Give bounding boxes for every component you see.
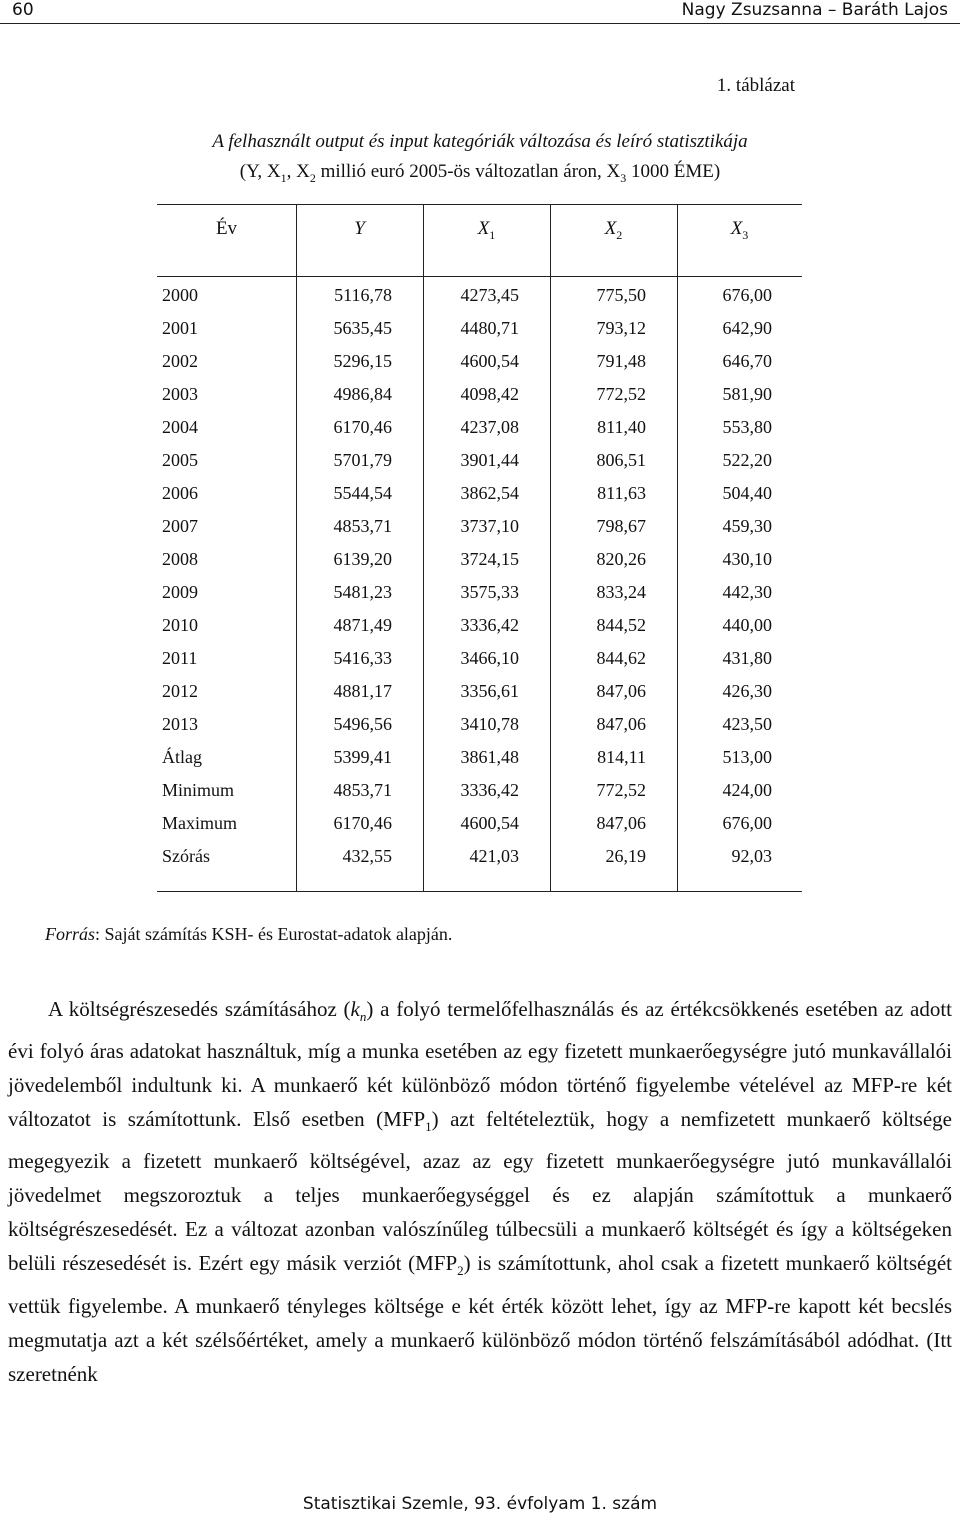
table-cell: 3336,42 [460,780,519,800]
table-source: Forrás: Saját számítás KSH- és Eurostat-adatok alapján. [45,924,453,944]
table-cell: 844,52 [596,615,646,635]
table-cell: 814,11 [597,747,646,767]
table-row [157,615,802,648]
table-cell: 2000 [162,285,198,305]
table-cell: 5635,45 [333,318,392,338]
table-cell: 440,00 [722,615,772,635]
table-cell: 3575,33 [460,582,519,602]
table-cell: 847,06 [596,681,646,701]
table-cell: 6170,46 [333,417,392,437]
table-cell: 6139,20 [333,549,392,569]
table-cell: 432,55 [342,846,392,866]
table-cell: Maximum [162,813,237,833]
table-cell: 3410,78 [460,714,519,734]
table-cell: 3356,61 [460,681,519,701]
table-cell: 92,03 [731,846,772,866]
table-cell: Minimum [162,780,235,800]
running-footer: Statisztikai Szemle, 93. évfolyam 1. szám [302,1494,658,1514]
col-header-x1: $X_1$ [477,218,496,242]
table-cell: 676,00 [722,285,772,305]
table-row [157,846,802,879]
table-cell: 4600,54 [460,813,519,833]
table-cell: 806,51 [596,450,646,470]
table-label: 1. táblázat [716,75,795,96]
table-cell: 459,30 [722,516,772,536]
table-cell: 581,90 [722,384,772,404]
table-cell: 2013 [162,714,198,734]
table-bottom-rule [157,891,802,892]
table-row [157,813,802,846]
table-cell: 426,30 [722,681,772,701]
table-cell: 424,00 [722,780,772,800]
table-cell: 4986,84 [333,384,392,404]
table-cell: 2008 [162,549,198,569]
table-cell: 5296,15 [333,351,392,371]
table-cell: 5416,33 [333,648,392,668]
table-row [157,582,802,615]
table-cell: 772,52 [596,384,646,404]
table-header-rule [157,276,802,277]
table-cell: 513,00 [722,747,772,767]
table-cell: 5496,56 [333,714,392,734]
table-row [157,483,802,516]
table-cell: 646,70 [722,351,772,371]
table-row [157,318,802,351]
table-cell: 26,19 [605,846,646,866]
table-cell: 798,67 [596,516,646,536]
table-cell: 442,30 [722,582,772,602]
table-cell: 3466,10 [460,648,519,668]
table-cell: 2003 [162,384,198,404]
table-cell: 4853,71 [333,780,392,800]
table-cell: 793,12 [596,318,646,338]
table-cell: 847,06 [596,813,646,833]
table-cell: 504,40 [722,483,772,503]
table-cell: 772,52 [596,780,646,800]
table-cell: 2004 [162,417,198,437]
table-row [157,714,802,747]
table-cell: 4273,45 [460,285,519,305]
table-cell: 3737,10 [460,516,519,536]
table-cell: 4480,71 [460,318,519,338]
table-cell: 421,03 [469,846,519,866]
table-cell: 844,62 [596,648,646,668]
table-row [157,285,802,318]
table-cell: 791,48 [596,351,646,371]
table-row [157,549,802,582]
table-row [157,516,802,549]
table-subtitle: (Y, $X_1$, $X_2$ millió euró 2005-ös változatlan áron, $X_3$ 1000 ÉME) [239,161,721,185]
table-top-rule [157,204,802,205]
table-row [157,417,802,450]
header-rule [0,23,960,24]
table-cell: 2010 [162,615,198,635]
table-cell: 5481,23 [333,582,392,602]
table-cell: Átlag [162,747,202,767]
table-cell: 2006 [162,483,198,503]
table-row [157,648,802,681]
table-cell: 5399,41 [333,747,392,767]
table-cell: 3861,48 [460,747,519,767]
page-number: 60 [12,0,34,20]
table-cell: 5701,79 [333,450,392,470]
col-header-x3: $X_3$ [730,218,749,242]
table-cell: 2011 [162,648,198,668]
table-cell: 775,50 [596,285,646,305]
table-cell: 2012 [162,681,198,701]
table-cell: 423,50 [722,714,772,734]
table-row [157,747,802,780]
running-header [0,0,960,24]
table-cell: 820,26 [596,549,646,569]
table-cell: 811,40 [597,417,646,437]
header-authors: Nagy Zsuzsanna – Baráth Lajos [681,0,948,20]
table-row [157,780,802,813]
paragraph: A költségrészesedés számításához $(k_n)$ a folyó termelőfelhasználás és az értékcsökkenés esetében az adott évi folyó áras adatokat használtuk, míg a munka esetében az egy fizetett munkaerőegységre jutó munkavállalói jövedelemből indultunk ki. A munkaerő két különböző módon történő figyelembe vételével az MFP-re két változatot is számítottunk. Első esetben $(MFP_1)$ azt feltételeztük, hogy a nemfizetett munkaerő költsége megegyezik a fizetett munkaerő költségével, azaz az egy fizetett munkaerőegységre jutó munkavállalói jövedelmet megszoroztuk a teljes munkaerőegységgel és ez alapján számítottuk a munkaerő költségrészesedését. Ez a változat azonban valószínűleg túlbecsüli a munkaerő költségét és így a költségeken belüli részesedését is. Ezért egy másik verziót $(MFP_2)$ is számítottunk, ahol csak a fizetett munkaerő költségét vettük figyelembe. A munkaerő tényleges költsége e két érték között lehet, így az MFP-re kapott két becslés megmutatja azt a két szélsőértéket, amely a munkaerő különböző módon történő felszámításából adódhat. (Itt szeretnénk [8,997,952,1386]
table-cell: 2001 [162,318,198,338]
table-cell: 2007 [162,516,198,536]
table-cell: 847,06 [596,714,646,734]
table-cell: 4600,54 [460,351,519,371]
body-text [8,992,952,1391]
table-cell: 553,80 [722,417,772,437]
table-cell: 5116,78 [334,285,392,305]
table-cell: 811,63 [597,483,646,503]
col-header-y: Y [354,218,365,239]
table-cell: 3901,44 [460,450,519,470]
table-cell: 6170,46 [333,813,392,833]
table-cell: 522,20 [722,450,772,470]
table-cell: 642,90 [722,318,772,338]
table-cell: 676,00 [722,813,772,833]
table-cell: 3724,15 [460,549,519,569]
table-cell: 2005 [162,450,198,470]
table-row [157,681,802,714]
table-cell: Szórás [162,846,210,866]
col-header-x2: $X_2$ [604,218,623,242]
table-cell: 2002 [162,351,198,371]
table-row [157,351,802,384]
table-cell: 431,80 [722,648,772,668]
table-cell: 4853,71 [333,516,392,536]
col-header-year: Év [215,218,238,239]
table-cell: 4098,42 [460,384,519,404]
table-cell: 5544,54 [333,483,392,503]
table-cell: 833,24 [596,582,646,602]
table-row [157,450,802,483]
table-cell: 3862,54 [460,483,519,503]
table-cell: 2009 [162,582,198,602]
table-cell: 4237,08 [460,417,519,437]
table-cell: 430,10 [722,549,772,569]
table-row [157,384,802,417]
table-title: A felhasznált output és input kategóriák változása és leíró statisztikája [212,131,748,152]
table-cell: 3336,42 [460,615,519,635]
table-cell: 4871,49 [333,615,392,635]
table-cell: 4881,17 [333,681,392,701]
